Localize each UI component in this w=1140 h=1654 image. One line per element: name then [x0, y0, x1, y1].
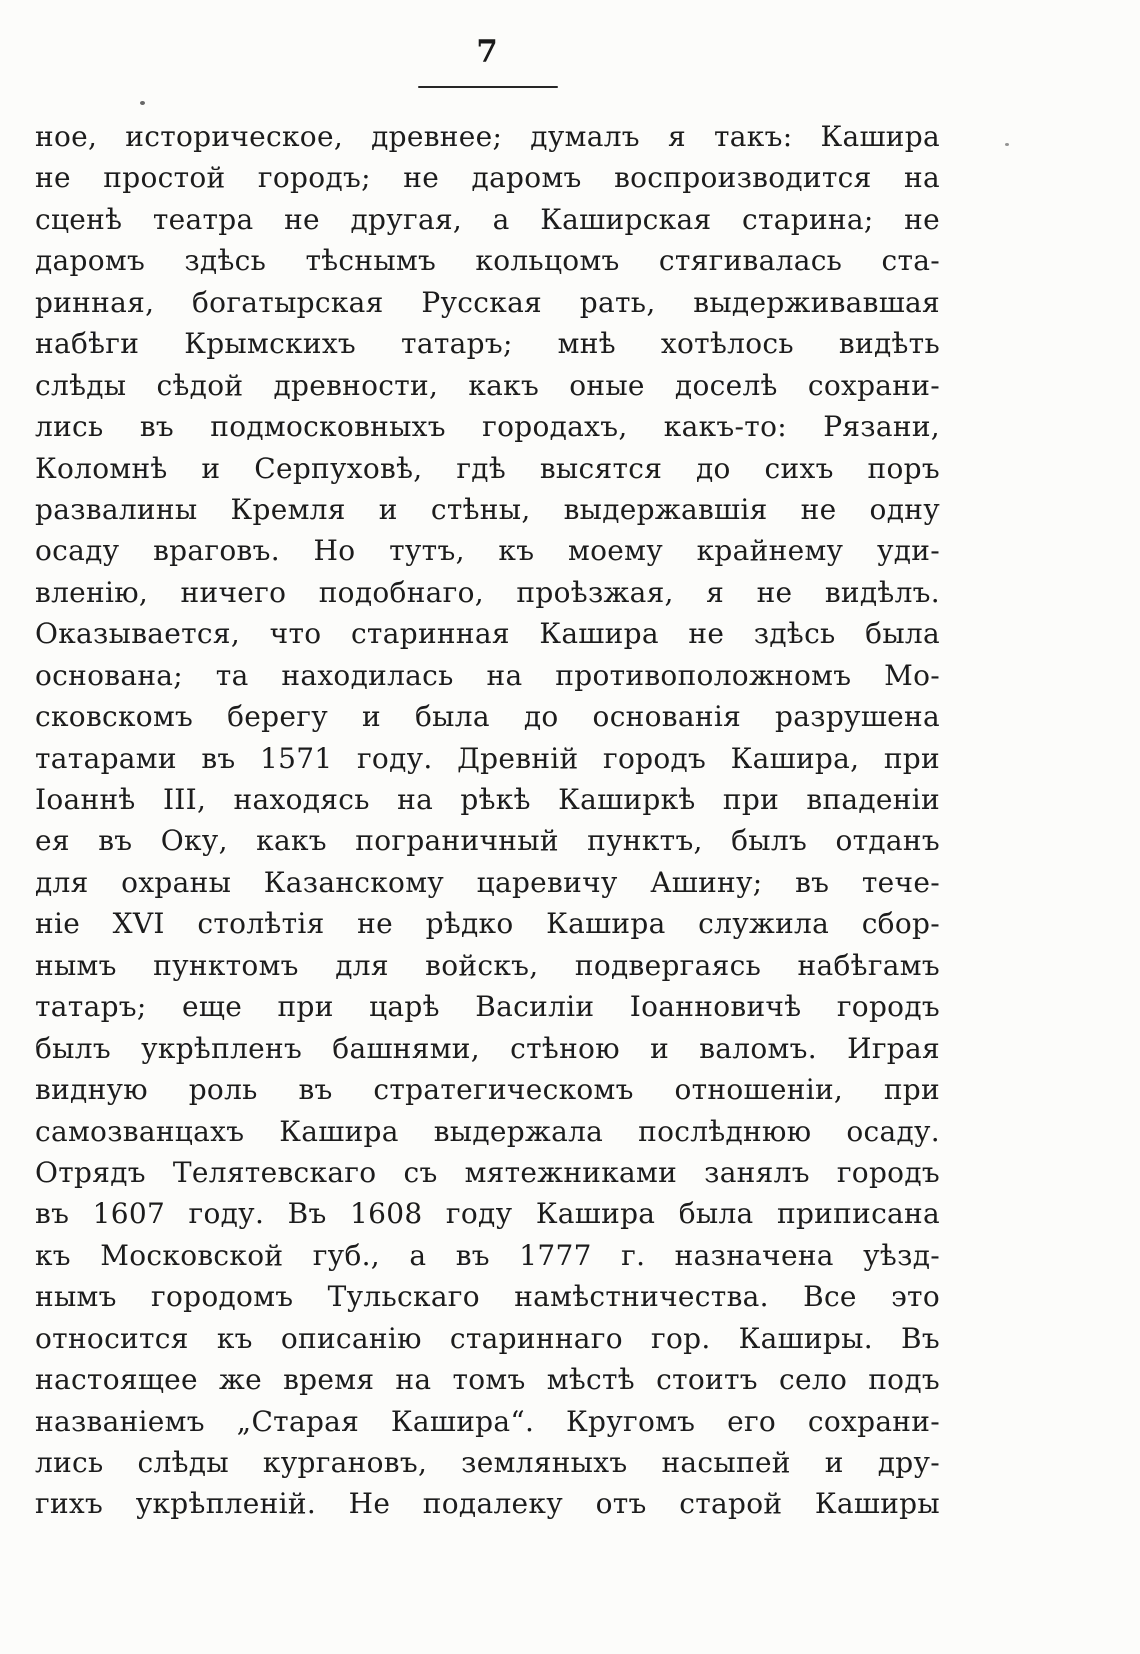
text-line: Коломнѣ и Серпуховѣ, гдѣ высятся до сихъ поръ: [35, 451, 940, 485]
text-line: ное, историческое, древнее; думалъ я такъ: Кашира: [35, 120, 940, 153]
text-line: Отрядъ Телятевскаго съ мятежниками занялъ городъ: [35, 1155, 940, 1189]
text-line: для охраны Казанскому царевичу Ашину; въ тече-: [35, 865, 940, 899]
text-line: Оказывается, что старинная Кашира не здѣсь была: [35, 617, 940, 651]
text-line: къ Московской губ., а въ 1777 г. назначена уѣзд-: [35, 1238, 940, 1272]
text-line: даромъ здѣсь тѣснымъ кольцомъ стягивалась ста-: [35, 244, 940, 278]
text-line: вленію, ничего подобнаго, проѣзжая, я не видѣлъ.: [35, 575, 940, 609]
text-line: настоящее же время на томъ мѣстѣ стоитъ село подъ: [35, 1363, 940, 1397]
text-line: самозванцахъ Кашира выдержала послѣднюю осаду.: [35, 1114, 940, 1148]
text-line: набѣги Крымскихъ татаръ; мнѣ хотѣлось видѣть: [35, 327, 940, 361]
text-line: развалины Кремля и стѣны, выдержавшія не одну: [35, 492, 940, 526]
text-line: нымъ пунктомъ для войскъ, подвергаясь набѣгамъ: [35, 948, 940, 982]
text-line: видную роль въ стратегическомъ отношеніи, при: [35, 1073, 940, 1107]
text-line: ея въ Оку, какъ пограничный пунктъ, былъ отданъ: [35, 824, 940, 858]
text-line: гихъ укрѣпленій. Не подалеку отъ старой Каширы: [35, 1487, 940, 1521]
scan-speck: [140, 101, 145, 105]
text-line: Іоаннѣ III, находясь на рѣкѣ Каширкѣ при впаденіи: [35, 783, 940, 816]
text-line: осаду враговъ. Но тутъ, къ моему крайнему уди-: [35, 534, 940, 568]
text-line: сценѣ театра не другая, а Каширская старина; не: [35, 202, 940, 236]
text-line: ринная, богатырская Русская рать, выдерживавшая: [35, 285, 940, 319]
text-line: сковскомъ берегу и была до основанія разрушена: [35, 700, 940, 734]
text-line: лись слѣды кургановъ, земляныхъ насыпей и дру-: [35, 1446, 940, 1479]
text-line: нымъ городомъ Тульскаго намѣстничества. Все это: [35, 1280, 940, 1314]
body-text: [35, 116, 940, 1525]
header-rule: [418, 86, 558, 88]
text-line: ніе XVI столѣтія не рѣдко Кашира служила сбор-: [35, 907, 940, 941]
text-line: въ 1607 году. Въ 1608 году Кашира была приписана: [35, 1197, 940, 1231]
text-line: былъ укрѣпленъ башнями, стѣною и валомъ. Играя: [35, 1031, 940, 1065]
text-line: названіемъ „Старая Кашира“. Кругомъ его сохрани-: [35, 1404, 940, 1438]
scan-speck: [1005, 143, 1009, 146]
text-line: лись въ подмосковныхъ городахъ, какъ-то: Рязани,: [35, 410, 940, 444]
text-line: не простой городъ; не даромъ воспроизводится на: [35, 161, 940, 195]
page-number: 7: [476, 34, 499, 70]
text-line: татаръ; еще при царѣ Василіи Іоанновичѣ городъ: [35, 990, 940, 1024]
text-line: относится къ описанію стариннаго гор. Каширы. Въ: [35, 1321, 940, 1355]
text-line: основана; та находилась на противоположномъ Мо-: [35, 658, 940, 692]
text-line: татарами въ 1571 году. Древній городъ Кашира, при: [35, 741, 940, 775]
text-line: слѣды сѣдой древности, какъ оные доселѣ сохрани-: [35, 368, 940, 402]
